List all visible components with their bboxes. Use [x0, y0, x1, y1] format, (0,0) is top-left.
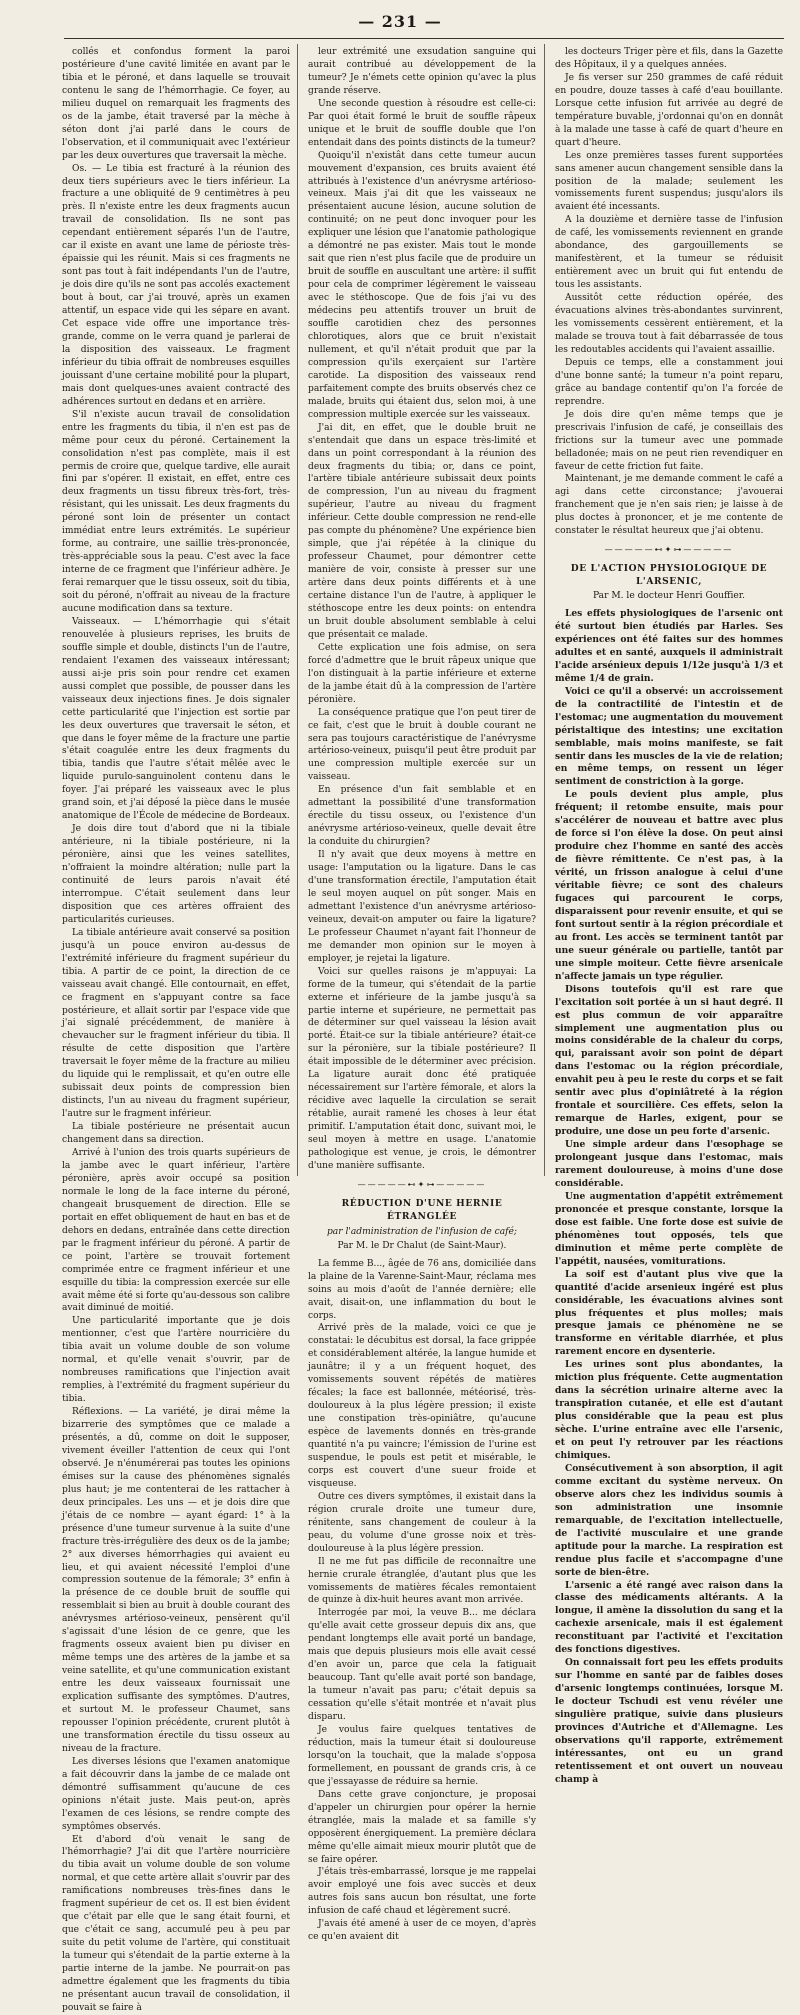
- paragraph: On connaissait fort peu les effets produits sur l'homme en santé par de faibles doses d'arsenic longtemps continuées, lorsque M. le docteur Tschudi est venu révéler une singulière pratique, suivie dans plusieurs provinces d'Autriche et d'Allemagne. Les observations qu'il rapporte, extrêmement intéressantes, ont eu un grand retentissement et ont ouvert un nouveau champ à: [555, 1657, 783, 1785]
- paragraph: Et d'abord d'où venait le sang de l'hémorrhagie? J'ai dit que l'artère nourricière du tibia avait un volume double de son volume normal, et que cette artère allait s'ouvrir par des ramifications nombreuses très-fines dans le fragment supérieur de cet os. Il est bien évident que c'était par elle que le sang était fourni, et que c'était ce sang, accumulé peu à peu par suite du petit volume de l'artère, qui constituait la tumeur qui s'étendait de la partie externe à la partie interne de la jambe. Ne pourrait-on pas admettre également que les fragments du tibia ne présentant aucun travail de consolidation, il pouvait se faire à: [62, 1834, 290, 2013]
- paragraph: Je voulus faire quelques tentatives de réduction, mais la tumeur était si douloureuse lorsqu'on la touchait, que la malade s'opposa formellement, en poussant de grands cris, à ce que j'essayasse de réduire sa hernie.: [308, 1725, 536, 1787]
- paragraph: La conséquence pratique que l'on peut tirer de ce fait, c'est que le bruit à double courant ne sera pas toujours caractéristique de l'anévrysme artérioso-veineux, puisqu'il peut être produit par une compression multiple exercée sur un vaisseau.: [308, 707, 536, 783]
- column-left: [62, 46, 290, 2013]
- paragraph: Les diverses lésions que l'examen anatomique a fait découvrir dans la jambe de ce malade ont démontré suffisamment qu'aucune de ces opinions n'était juste. Mais peut-on, après l'examen de ces lésions, se rendre compte des symptômes observés.: [62, 1756, 290, 1832]
- paragraph: A la douzième et dernière tasse de l'infusion de café, les vomissements reviennent en grande abondance, des gargouillements se manifestèrent, et la tumeur se réduisit entièrement avec un bruit qui fut entendu de tous les assistants.: [555, 215, 783, 291]
- section-separator: —————⊷✦⊶—————: [357, 1179, 487, 1189]
- paragraph: Les effets physiologiques de l'arsenic ont été surtout bien étudiés par Harles. Ses expériences ont été faites sur des hommes adultes et en santé, auxquels il administrait l'acide arsénieux depuis 1/12e jusqu'à 1/3 et même 1/4 de grain.: [555, 608, 783, 684]
- paragraph: Une seconde question à résoudre est celle-ci: Par quoi était formé le bruit de souffle râpeux unique et le bruit de souffle double que l'on entendait dans des points distincts de la tumeur?: [308, 98, 536, 148]
- paragraph: Je dois dire tout d'abord que ni la tibiale antérieure, ni la tibiale postérieure, ni la péronière, ainsi que les veines satellites, n'offraient la moindre altération; nulle part la continuité de leurs parois n'avait été interrompue. C'était seulement dans leur disposition que ces artères offraient des particularités curieuses.: [62, 824, 290, 925]
- paragraph: Quoiqu'il n'existât dans cette tumeur aucun mouvement d'expansion, ces bruits avaient été attribués à l'existence d'un anévrysme artérioso-veineux. Mais j'ai dit que les vaisseaux ne présentaient aucune lésion, aucune solution de continuité; on ne peut donc invoquer pour les expliquer une lésion que l'anatomie pathologique a démontré ne pas exister. Mais tout le monde sait que rien n'est plus facile que de produire un bruit de souffle en auscultant une artère: il suffit pour cela de comprimer légèrement le vaisseau avec le stéthoscope. Que de fois j'ai vu des médecins peu attentifs trouver un bruit de souffle carotidien chez des personnes chlorotiques, alors que ce bruit n'existait nullement, et qu'il n'était produit que par la compression qu'ils exerçaient sur l'artère carotide. La disposition des vaisseaux rend parfaitement compte des bruits observés chez ce malade, bruits qui étaient dus, selon moi, à une compression multiple exercée sur les vaisseaux.: [308, 150, 536, 420]
- paragraph: Dans cette grave conjoncture, je proposai d'appeler un chirurgien pour opérer la hernie étranglée, mais la malade et sa famille s'y opposèrent énergiquement. La première déclara même qu'elle aimait mieux mourir plutôt que de se faire opérer.: [308, 1789, 536, 1865]
- article-author: Par M. le Dr Chalut (de Saint-Maur).: [337, 1240, 507, 1251]
- page-number: — 231 —: [358, 12, 442, 31]
- column-right: [555, 46, 783, 1785]
- paragraph: La femme B..., âgée de 76 ans, domiciliée dans la plaine de la Varenne-Saint-Maur, réclama mes soins au mois d'août de l'année dernière; elle avait, disait-on, une inflammation du bout le corps.: [308, 1258, 536, 1321]
- article-title: RÉDUCTION D'UNE HERNIE ÉTRANGLÉE: [341, 1197, 503, 1222]
- paragraph: Depuis ce temps, elle a constamment joui d'une bonne santé; la tumeur n'a point reparu, grâce au bandage contentif qu'on l'a forcée de reprendre.: [555, 357, 783, 407]
- paragraph: Je fis verser sur 250 grammes de café réduit en poudre, douze tasses à café d'eau bouillante. Lorsque cette infusion fut arrivée au degré de température buvable, j'ordonnai qu'on en donnât à la malade une tasse à café de quart d'heure en quart d'heure.: [555, 72, 783, 148]
- paragraph: Le pouls devient plus ample, plus fréquent; il retombe ensuite, mais pour s'accélérer de nouveau et battre avec plus de force si l'on élève la dose. On peut ainsi produire chez l'homme en santé des accès de fièvre rémittente. Ce n'est pas, à la vérité, un frisson analogue à celui d'une véritable fièvre; ce sont des chaleurs fugaces qui parcourent le corps, disparaissent pour revenir ensuite, et qui se font surtout sentir à la région précordiale et au front. Les accès se terminent tantôt par une sueur générale ou partielle, tantôt par une simple moiteur. Cette fièvre arsenicale n'affecte jamais un type régulier.: [555, 789, 783, 982]
- paragraph: La soif est d'autant plus vive que la quantité d'acide arsenieux ingéré est plus considérable, les évacuations alvines sont plus fréquentes et plus molles; mais presque jamais ce phénomène ne se transforme en véritable diarrhée, et plus rarement encore en dysenterie.: [555, 1268, 783, 1358]
- paragraph: Cette explication une fois admise, on sera forcé d'admettre que le bruit râpeux unique que l'on distinguait à la partie inférieure et externe de la jambe était dû à la compression de l'artère péronière.: [308, 642, 536, 705]
- paragraph: Une particularité importante que je dois mentionner, c'est que l'artère nourricière du tibia avait un volume double de son volume normal, et qu'elle venait s'ouvrir, par de nombreuses ramifications que l'injection avait remplies, à l'extrémité du fragment supérieur du tibia.: [62, 1316, 290, 1405]
- paragraph: Il n'y avait que deux moyens à mettre en usage: l'amputation ou la ligature. Dans le cas d'une transformation érectile, l'amputation était le seul moyen auquel on pût songer. Mais en admettant l'existence d'un anévrysme artérioso-veineux, devait-on amputer ou faire la ligature? Le professeur Chaumet n'ayant fait l'honneur de me demander mon opinion sur le moyen à employer, je rejetai la ligature.: [308, 850, 536, 964]
- paragraph: S'il n'existe aucun travail de consolidation entre les fragments du tibia, il n'en est pas de même pour ceux du péroné. Certainement la consolidation n'est pas complète, mais il est permis de croire que, quelque tardive, elle aurait fini par s'opérer. Il existait, en effet, entre ces deux fragments un tissu fibreux très-fort, très-résistant, qui les unissait. Les deux fragments du péroné sont loin de présenter un contact immédiat entre leurs extrémités. Le supérieur forme, au contraire, une saillie très-prononcée, très-appréciable sous la peau. C'est avec la face interne de ce fragment que l'inférieur adhère. Je ferai remarquer que le tissu osseux, soit du tibia, soit du péroné, n'offrait au niveau de la fracture aucune modification dans sa texture.: [62, 409, 290, 614]
- paragraph: Interrogée par moi, la veuve B... me déclara qu'elle avait cette grosseur depuis dix ans, que pendant longtemps elle avait porté un bandage, mais que depuis plusieurs mois elle avait cessé d'en avoir un, parce que cela la fatiguait beaucoup. Tant qu'elle avait porté son bandage, la tumeur n'avait pas paru; c'était depuis sa cessation qu'elle s'était montrée et n'avait plus disparu.: [308, 1608, 536, 1723]
- paragraph: Outre ces divers symptômes, il existait dans la région crurale droite une tumeur dure, rénitente, sans changement de couleur à la peau, du volume d'une grosse noix et très-douloureuse à la plus légère pression.: [308, 1491, 536, 1554]
- paragraph: Arrivé près de la malade, voici ce que je constatai: le décubitus est dorsal, la face grippée et considérablement altérée, la langue humide et jaunâtre; il y a un fréquent hoquet, des vomissements souvent répétés de matières fécales; la face est ballonnée, météorisé, très-douloureux à la plus légère pression; il existe une constipation très-opiniâtre, qu'aucune espèce de lavements donnés en très-grande quantité n'a pu vaincre; l'émission de l'urine est suspendue, le pouls est petit et misérable, le corps est couvert d'une sueur froide et visqueuse.: [308, 1323, 536, 1489]
- paragraph: les docteurs Triger père et fils, dans la Gazette des Hôpitaux, il y a quelques années.: [555, 47, 783, 70]
- paragraph: Disons toutefois qu'il est rare que l'excitation soit portée à un si haut degré. Il est plus commun de voir apparaître simplement une augmentation plus ou moins considérable de la chaleur du corps, qui, paraissant avoir son point de départ dans l'estomac ou la région précordiale, envahit peu à peu le reste du corps et se fait sentir avec plus d'opiniâtreté à la région frontale et sourcilière. Ces effets, selon la remarque de Harles, exigent, pour se produire, une dose un peu forte d'arsenic.: [555, 983, 783, 1138]
- column-divider: [297, 44, 298, 1176]
- paragraph: Il ne me fut pas difficile de reconnaître une hernie crurale étranglée, d'autant plus que les vomissements de matières fécales remontaient de quinze à dix-huit heures avant mon arrivée.: [308, 1556, 536, 1606]
- paragraph: La tibiale postérieure ne présentait aucun changement dans sa direction.: [62, 1122, 290, 1146]
- paragraph: Réflexions. — La variété, je dirai même la bizarrerie des symptômes que ce malade a présentés, a dû, comme on doit le supposer, vivement éveiller l'attention de ceux qui l'ont observé. Je n'énumérerai pas toutes les opinions émises sur la cause des phénomènes signalés plus haut; je me contenterai de les rattacher à deux principales. Les uns — et je dois dire que j'étais de ce nombre — ayant égard: 1° à la présence d'une tumeur survenue à la suite d'une fracture très-irrégulière des deux os de la jambe; 2° aux diverses hémorrhagies qui avaient eu lieu, et qui avaient nécessité l'emploi d'une compression soutenue de la fémorale; 3° enfin à la présence de ce double bruit de souffle qui ressemblait si bien au bruit à double courant des anévrysmes artérioso-veineux, pensèrent qu'il s'agissait d'une lésion de ce genre, que les fragments osseux avaient bien pu diviser en même temps une des artères de la jambe et sa veine satellite, et qu'une communication existant entre les deux vaisseaux fournissait une explication suffisante des symptômes. D'autres, et surtout M. le professeur Chaumet, sans repousser l'opinion précédente, crurent plutôt à une transformation érectile du tissu osseux au niveau de la fracture.: [62, 1407, 290, 1754]
- article-author: Par M. le docteur Henri Gouffier.: [592, 591, 746, 602]
- paragraph: J'avais été amené à user de ce moyen, d'après ce qu'en avaient dit: [308, 1919, 536, 1943]
- paragraph: L'arsenic a été rangé avec raison dans la classe des médicaments altérants. A la longue, il amène la dissolution du sang et la cachexie arsenicale, mais il est également reconstituant par l'activité et l'excitation des fonctions digestives.: [555, 1579, 783, 1656]
- paragraph: La tibiale antérieure avait conservé sa position jusqu'à un pouce environ au-dessus de l'extrémité inférieure du fragment supérieur du tibia. A partir de ce point, la direction de ce vaisseau avait changé. Elle contournait, en effet, ce fragment en s'appuyant contre sa face postérieure, et allait sortir par l'espace vide que j'ai signalé précédemment, de manière à chevaucher sur le fragment inférieur du tibia. Il résulte de cette disposition que l'artère traversait le foyer même de la fracture au milieu du liquide qui le remplissait, et qu'en outre elle subissait deux points de compression bien distincts, l'un au niveau du fragment supérieur, l'autre sur le fragment inférieur.: [62, 927, 290, 1120]
- paragraph: collés et confondus forment la paroi postérieure d'une cavité limitée en avant par le tibia et le péroné, et dans laquelle se trouvait contenu le sang de l'hémorrhagie. Ce foyer, au milieu duquel on remarquait les fragments des os de la jambe, était traversé par la mèche à séton dont j'ai parlé dans le cours de l'observation, et il communiquait avec l'extérieur par les deux ouvertures que traversait la mèche.: [62, 47, 290, 161]
- column-divider: [544, 44, 545, 1176]
- column-middle: [308, 46, 536, 1943]
- paragraph: Os. — Le tibia est fracturé à la réunion des deux tiers supérieurs avec le tiers inférieur. La fracture a une obliquité de 9 centimètres à peu près. Il n'existe entre les deux fragments aucun travail de consolidation. Ils ne sont pas cependant entièrement séparés l'un de l'autre, car il existe en avant une lame de périoste très-épaissie qui les réunit. Mais si ces fragments ne sont pas tout à fait indépendants l'un de l'autre, je dois dire qu'ils ne sont pas accolés exactement bout à bout, car j'ai trouvé, après un examen attentif, un espace vide qui les sépare en avant. Cet espace vide offre une importance très-grande, comme on le verra quand je parlerai de la disposition des vaisseaux. Le fragment inférieur du tibia offrait de nombreuses esquilles jouissant d'une certaine mobilité pour la plupart, mais dont quelques-unes avaient contracté des adhérences surtout en dedans et en arrière.: [62, 163, 290, 407]
- paragraph: Je dois dire qu'en même temps que je prescrivais l'infusion de café, je conseillais des frictions sur la tumeur avec une pommade belladonée; mais on ne peut rien revendiquer en faveur de cette friction fut faite.: [555, 409, 783, 472]
- paragraph: Consécutivement à son absorption, il agit comme excitant du système nerveux. On observe alors chez les individus soumis à son administration une insomnie remarquable, de l'excitation intellectuelle, de l'activité musculaire et une grande aptitude pour la marche. La respiration est rendue plus facile et s'accompagne d'une sorte de bien-être.: [555, 1462, 783, 1578]
- paragraph: Une augmentation d'appétit extrêmement prononcée et presque constante, lorsque la dose est faible. Une forte dose est suivie de phénomènes tout opposés, tels que diminution et même perte complète de l'appétit, nausées, vomiturations.: [555, 1190, 783, 1267]
- paragraph: Voici ce qu'il a observé: un accroissement de la contractilité de l'intestin et de l'estomac; une augmentation du mouvement péristaltique des intestins; une excitation semblable, mais moins manifeste, se fait sentir dans les muscles de la vie de relation; en même temps, on ressent un léger sentiment de constriction à la gorge.: [555, 685, 783, 788]
- paragraph: Aussitôt cette réduction opérée, des évacuations alvines très-abondantes survinrent, les vomissements cessèrent entièrement, et la malade se trouva tout à fait débarrassée de tous les redoutables accidents qui l'avaient assaillie.: [555, 293, 783, 355]
- paragraph: Vaisseaux. — L'hémorrhagie qui s'était renouvelée à plusieurs reprises, les bruits de souffle simple et double, distincts l'un de l'autre, rendaient l'examen des vaisseaux intéressant; aussi ai-je pris soin pour rendre cet examen aussi complet que possible, de pousser dans les vaisseaux deux injections fines. Je dois signaler cette particularité que l'injection est sortie par les deux ouvertures que traversait le séton, et que dans le foyer même de la fracture une partie s'était coagulée entre les deux fragments du tibia, tandis que l'autre s'était mêlée avec le liquide purulo-sanguinolent contenu dans le foyer. J'ai préparé les vaisseaux avec le plus grand soin, et j'ai déposé la pièce dans le musée anatomique de l'École de médecine de Bordeaux.: [62, 616, 290, 822]
- paragraph: Les urines sont plus abondantes, la miction plus fréquente. Cette augmentation dans la sécrétion urinaire alterne avec la transpiration cutanée, et elle est d'autant plus considérable que la peau est plus sèche. L'urine entraîne avec elle l'arsenic, et on peut l'y retrouver par les réactions chimiques.: [555, 1359, 783, 1461]
- article-title: DE L'ACTION PHYSIOLOGIQUE DE L'ARSENIC,: [570, 563, 768, 588]
- paragraph: J'étais très-embarrassé, lorsque je me rappelai avoir employé une fois avec succès et deux autres fois sans aucun bon résultat, une forte infusion de café chaud et légèrement sucré.: [308, 1867, 536, 1917]
- paragraph: Les onze premières tasses furent supportées sans amener aucun changement sensible dans la position de la malade; seulement les vomissements furent suspendus; jusqu'alors ils avaient été incessants.: [555, 150, 783, 213]
- paragraph: Maintenant, je me demande comment le café a agi dans cette circonstance; j'avouerai franchement que je n'en sais rien; je laisse à de plus doctes à prononcer, et je me contente de constater le résultat heureux que j'ai obtenu.: [555, 474, 783, 537]
- paragraph: Voici sur quelles raisons je m'appuyai: La forme de la tumeur, qui s'étendait de la partie externe et inférieure de la jambe jusqu'à sa partie interne et supérieure, ne permettait pas de déterminer sur quel vaisseau la lésion avait porté. Était-ce sur la tibiale antérieure? était-ce sur la péronière, sur la tibiale postérieure? Il était impossible de le déterminer avec précision. La ligature aurait donc été pratiquée nécessairement sur l'artère fémorale, et alors la récidive avec laquelle la circulation se serait rétablie, aurait ramené les choses à leur état primitif. L'amputation était donc, suivant moi, le seul moyen à mettre en usage. L'anatomie pathologique est venue, je crois, le démontrer d'une manière suffisante.: [308, 966, 536, 1171]
- article-subtitle: par l'administration de l'infusion de café;: [326, 1226, 517, 1237]
- paragraph: leur extrémité une exsudation sanguine qui aurait contribué au développement de la tumeur? Je n'émets cette opinion qu'avec la plus grande réserve.: [308, 47, 536, 96]
- header-rule: [64, 38, 784, 39]
- paragraph: En présence d'un fait semblable et en admettant la possibilité d'une transformation érectile du tissu osseux, ou l'existence d'un anévrysme artérioso-veineux, quelle devait être la conduite du chirurgien?: [308, 785, 536, 848]
- section-separator: —————⊷✦⊶—————: [604, 545, 734, 555]
- paragraph: Une simple ardeur dans l'œsophage se prolongeant jusque dans l'estomac, mais rarement douloureuse, à moins d'une dose considérable.: [555, 1139, 783, 1189]
- paragraph: J'ai dit, en effet, que le double bruit ne s'entendait que dans un espace très-limité et dans un point correspondant à la réunion des deux fragments du tibia; or, dans ce point, l'artère tibiale antérieure subissait deux points de compression, l'un au niveau du fragment supérieur, l'autre au niveau du fragment inférieur. Cette double compression ne rend-elle pas compte du phénomène? Une expérience bien simple, que j'ai répétée à la clinique du professeur Chaumet, pour démontrer cette manière de voir, consiste à presser sur une artère dans deux points différents et à une certaine distance l'un de l'autre, à appliquer le stéthoscope entre les deux points: on entendra un bruit double absolument semblable à celui que présentait ce malade.: [308, 422, 536, 640]
- paragraph: Arrivé à l'union des trois quarts supérieurs de la jambe avec le quart inférieur, l'artère péronière, après avoir occupé sa position normale le long de la face interne du péroné, changeait brusquement de direction. Elle se portait en effet obliquement de haut en bas et de dehors en dedans, entraînée dans cette direction par le fragment inférieur du péroné. A partir de ce point, l'artère se trouvait fortement comprimée entre ce fragment inférieur et une esquille du tibia: la compression exercée sur elle avait même été si forte qu'au-dessous son calibre avait diminué de moitié.: [62, 1148, 290, 1314]
